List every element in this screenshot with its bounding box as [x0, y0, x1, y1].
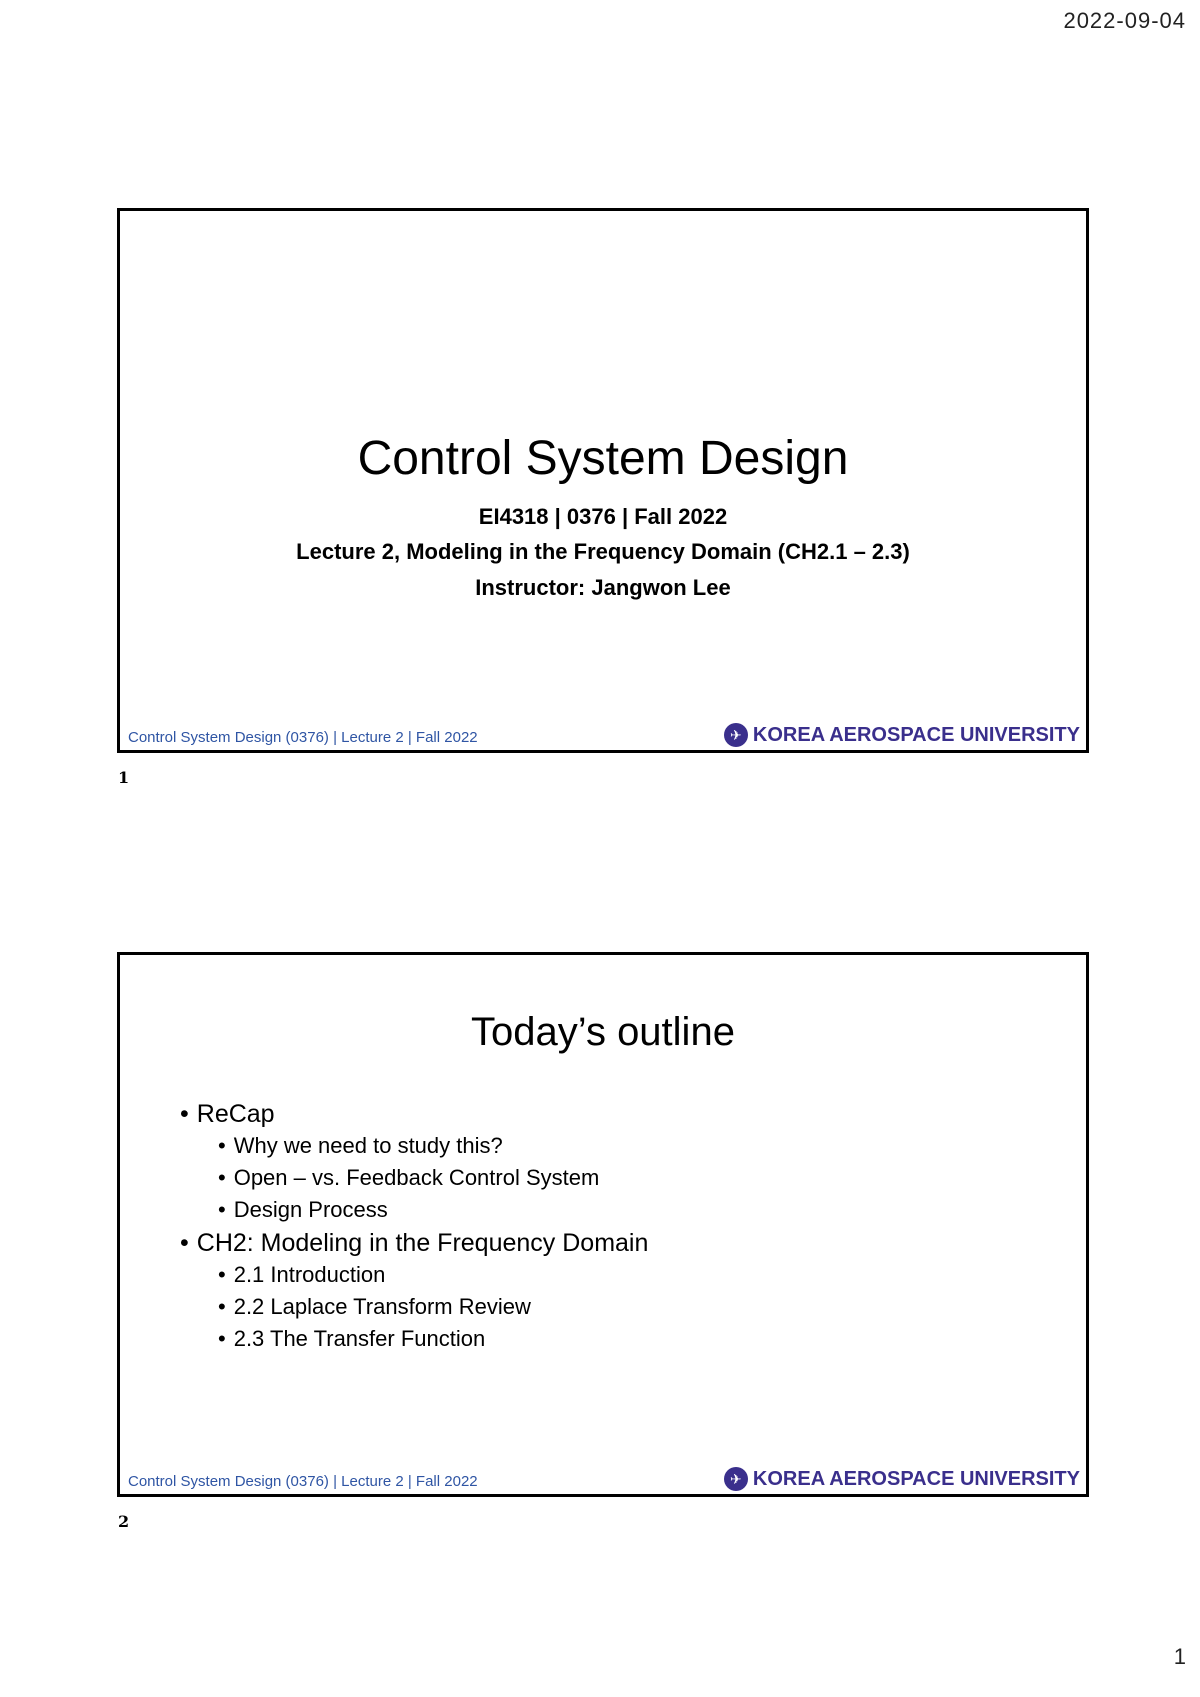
university-logo: [724, 723, 1080, 747]
list-subitem: • 2.1 Introduction: [218, 1262, 648, 1288]
slide-number: 1: [118, 768, 130, 787]
list-subitem: • 2.3 The Transfer Function: [218, 1326, 648, 1352]
seal-icon: ✈: [724, 723, 748, 747]
list-item: • CH2: Modeling in the Frequency Domain: [180, 1229, 648, 1258]
university-logo: [724, 1467, 1080, 1491]
list-subitem: • Design Process: [218, 1197, 648, 1223]
slide-footer: Control System Design (0376) | Lecture 2 | Fall 2022: [128, 1473, 478, 1490]
list-subitem: • Why we need to study this?: [218, 1133, 648, 1159]
slide-1: [117, 208, 1089, 753]
lecture-title: Lecture 2, Modeling in the Frequency Domain (CH2.1 – 2.3): [296, 539, 910, 564]
slide-title: Today’s outline: [471, 1010, 735, 1054]
slide-footer: Control System Design (0376) | Lecture 2 | Fall 2022: [128, 729, 478, 746]
university-name: KOREA AEROSPACE UNIVERSITY: [752, 723, 1080, 746]
slide-title: Control System Design: [357, 432, 849, 485]
list-subitem: • 2.2 Laplace Transform Review: [218, 1294, 648, 1320]
slide-number: 2: [118, 1512, 130, 1531]
instructor: Instructor: Jangwon Lee: [475, 575, 731, 600]
outline-list: [180, 1100, 648, 1358]
print-date: 2022-09-04: [1063, 8, 1186, 33]
list-item: • ReCap: [180, 1100, 648, 1129]
slide-2: [117, 952, 1089, 1497]
seal-icon: ✈: [724, 1467, 748, 1491]
page-number: 1: [1173, 1644, 1186, 1669]
course-code: EI4318 | 0376 | Fall 2022: [478, 504, 728, 529]
list-subitem: • Open – vs. Feedback Control System: [218, 1165, 648, 1191]
university-name: KOREA AEROSPACE UNIVERSITY: [752, 1467, 1080, 1490]
